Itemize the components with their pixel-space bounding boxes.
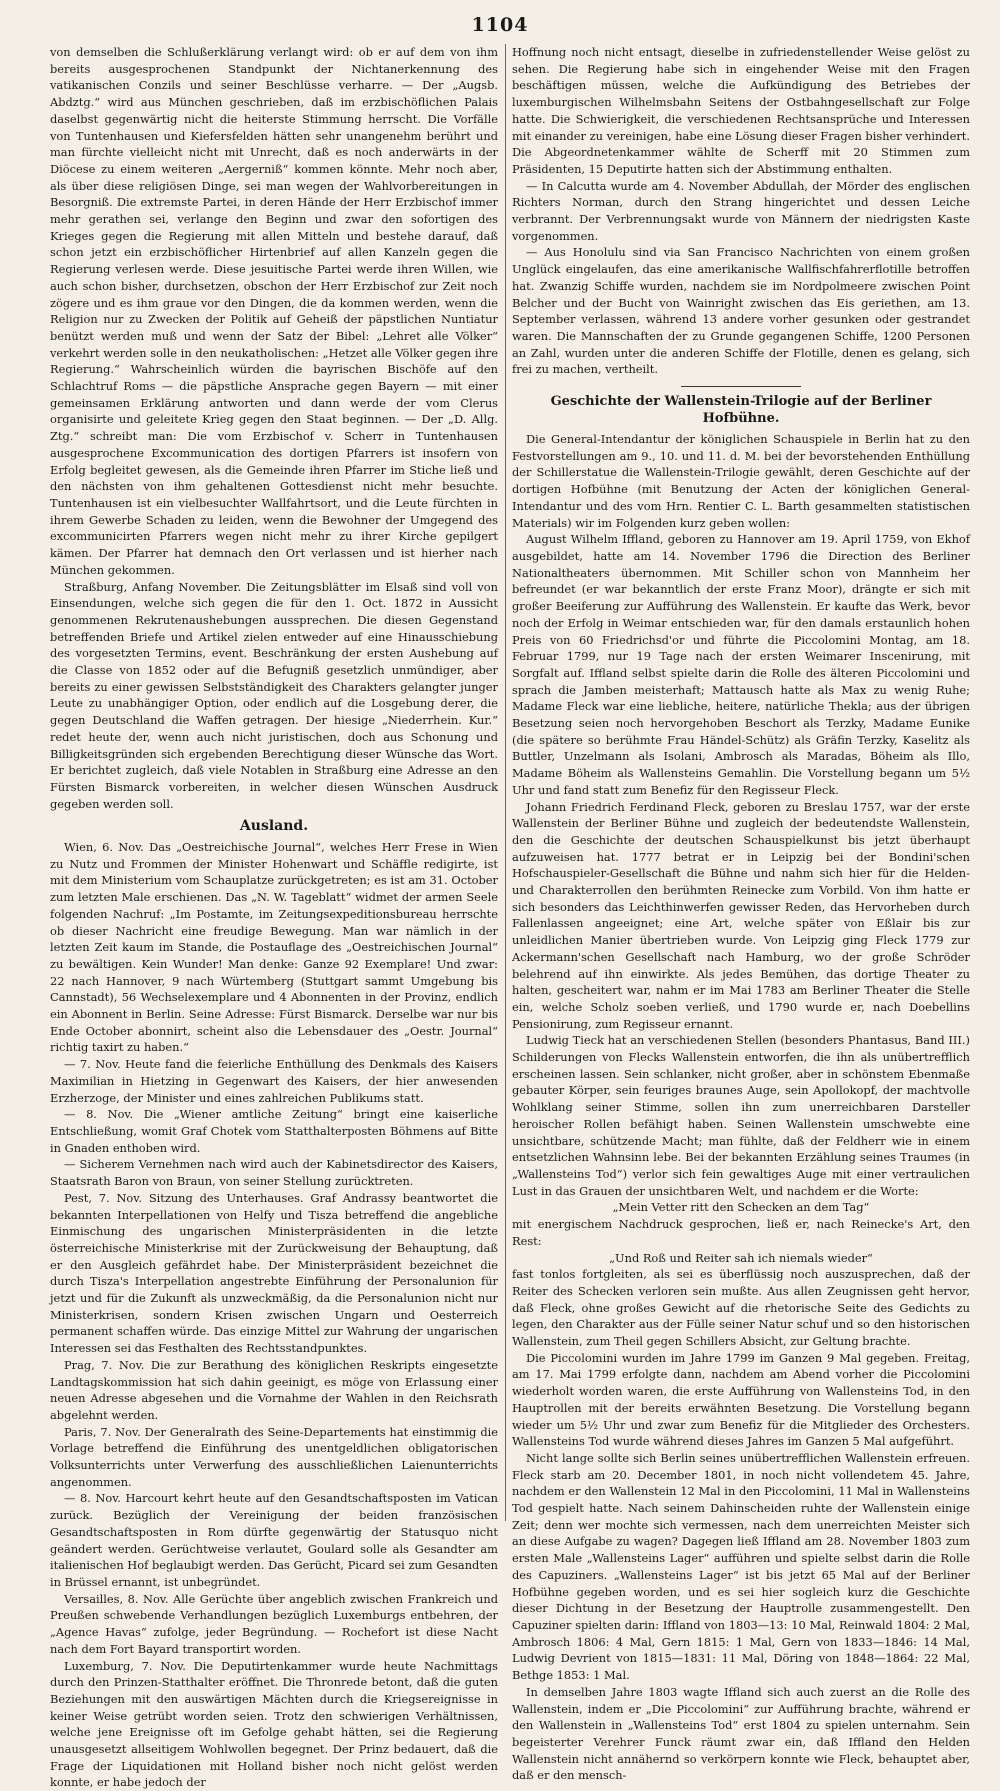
article-paragraph: — 8. Nov. Harcourt kehrt heute auf den Gesandtschaftsposten im Vatican zurück. Bezüglich der Vereinigung der beiden französischen Gesandtschaftsposten in Rom dürfte gegenwärtig der Statusquo nicht geändert werden. Gerüchtweise verlautet, Goulard solle als Gesandter am italienischen Hof beglaubigt werden. Das Gerücht, Picard sei zum Gesandten in Brüssel ernannt, ist unbegründet. (50, 1490, 498, 1590)
article-paragraph: — In Calcutta wurde am 4. November Abdullah, der Mörder des englischen Richters Norman, durch den Strang hingerichtet und dessen Leiche verbrannt. Der Verbrennungsakt wurde von Männern der niedrigsten Kaste vorgenommen. (512, 178, 970, 245)
article-paragraph: August Wilhelm Iffland, geboren zu Hannover am 19. April 1759, von Ekhof ausgebildet, hatte am 14. November 1796 die Direction des Berliner Nationaltheaters übernommen. Mit Schiller schon von Mannheim her befreundet (er war bekanntlich der erste Franz Moor), drängte er sich mit großer Beeiferung zur Aufführung des Wallenstein. Er kaufte das Werk, bevor noch der Erfolg in Weimar entschieden war, für den damals erstaunlich hohen Preis von 60 Friedrichsd'or und führte die Piccolomini Montag, am 18. Februar 1799, nur 19 Tage nach der ersten Weimarer Inscenirung, mit Sorgfalt auf. Iffland selbst spielte darin die Rolle des älteren Piccolomini und sprach die Jamben meisterhaft; Mattausch hatte als Max zu wenig Ruhe; Madame Fleck war eine liebliche, heitere, natürliche Thekla; aus der übrigen Besetzung seien noch hervorgehoben Beschort als Terzky, Madame Eunike (die spätere so berühmte Frau Händel-Schütz) als Gräfin Terzky, Kaselitz als Buttler, Unzelmann als Isolani, Ambrosch als Maradas, Böheim als Illo, Madame Böheim als Wallensteins Gemahlin. Die Vorstellung begann um 5½ Uhr und fand statt zum Benefiz für den Regisseur Fleck. (512, 531, 970, 798)
verse-line: „Mein Vetter ritt den Schecken an dem Tag“ (512, 1199, 970, 1216)
separator-rule (681, 386, 801, 387)
article-paragraph: Die Piccolomini wurden im Jahre 1799 im Ganzen 9 Mal gegeben. Freitag, am 17. Mai 1799 erfolgte dann, nachdem am Abend vorher die Piccolomini wiederholt worden waren, die erste Aufführung von Wallensteins Tod, in den Hauptrollen mit der bereits erwähnten Besetzung. Die Vorstellung begann wieder um 5½ Uhr und zwar zum Benefiz für die Mitglieder des Orchesters. Wallensteins Tod wurde während dieses Jahres im Ganzen 5 Mal aufgeführt. (512, 1350, 970, 1450)
column-divider (505, 44, 506, 1521)
article-paragraph: Luxemburg, 7. Nov. Die Deputirtenkammer wurde heute Nachmittags durch den Prinzen-Statthalter eröffnet. Die Thronrede betont, daß die guten Beziehungen mit den auswärtigen Mächten durch die Kriegsereignisse in keiner Weise getrübt worden seien. Trotz den schwierigen Verhältnissen, welche jene Ereignisse oft im Gefolge gehabt hätten, sei die Regierung unausgesetzt allseitigem Wohlwollen begegnet. Der Prinz bedauert, daß die Frage der Liquidationen mit Holland bisher noch nicht gelöst werden konnte, er habe jedoch der (50, 1658, 498, 1791)
right-column (512, 44, 970, 1521)
article-paragraph: — 7. Nov. Heute fand die feierliche Enthüllung des Denkmals des Kaisers Maximilian in Hietzing in Gegenwart des Kaisers, der hier anwesenden Erzherzoge, der Minister und eines zahlreichen Publikums statt. (50, 1056, 498, 1106)
article-paragraph: — Aus Honolulu sind via San Francisco Nachrichten von einem großen Unglück eingelaufen, das eine amerikanische Wallfischfahrerflotille betroffen hat. Zwanzig Schiffe wurden, nachdem sie im Nordpolmeere zwischen Point Belcher und der Bucht von Wainright zwischen das Eis geriethen, am 13. September verlassen, während 13 andere vorher gesunken oder gestrandet waren. Die Mannschaften der zu Grunde gegangenen Schiffe, 1200 Personen an Zahl, wurden unter die anderen Schiffe der Flotille, denen es gelang, sich frei zu machen, vertheilt. (512, 244, 970, 378)
article-paragraph: fast tonlos fortgleiten, als sei es überflüssig noch auszusprechen, daß der Reiter des Schecken verloren sein mußte. Aus allen Zeugnissen geht hervor, daß Fleck, ohne großes Gewicht auf die rhetorische Seite des Gedichts zu legen, den Charakter aus der Fülle seiner Natur schuf und so den historischen Wallenstein, zum Theil gegen Schillers Absicht, zur Geltung brachte. (512, 1266, 970, 1350)
article-paragraph: Hoffnung noch nicht entsagt, dieselbe in zufriedenstellender Weise gelöst zu sehen. Die Regierung habe sich in eingehender Weise mit den Fragen beschäftigen müssen, welche die Aufkündigung des Betriebes der luxemburgischen Wilhelmsbahn Seitens der Ostbahngesellschaft zur Folge hatte. Die Schwierigkeit, die verschiedenen Rechtsansprüche und Interessen mit einander zu vereinigen, habe eine Lösung dieser Fragen bisher verhindert. Die Abgeordnetenkammer wählte de Scherff mit 20 Stimmen zum Präsidenten, 15 Deputirte hatten sich der Abstimmung enthalten. (512, 44, 970, 178)
verse-line: „Und Roß und Reiter sah ich niemals wieder“ (512, 1250, 970, 1267)
left-column (50, 44, 498, 1521)
article-paragraph: mit energischem Nachdruck gesprochen, ließ er, nach Reinecke's Art, den Rest: (512, 1216, 970, 1249)
article-paragraph: In demselben Jahre 1803 wagte Iffland sich auch zuerst an die Rolle des Wallenstein, indem er „Die Piccolomini“ zur Aufführung brachte, während er den Wallenstein in „Wallensteins Tod“ erst 1804 zu spielen unternahm. Sein begeisterter Verehrer Funck räumt zwar ein, daß Iffland den Helden Wallenstein nicht annähernd so verkörpern konnte wie Fleck, behauptet aber, daß er den mensch- (512, 1684, 970, 1784)
section-heading-wallenstein: Geschichte der Wallenstein-Trilogie auf der Berliner Hofbühne. (512, 393, 970, 427)
article-paragraph: Johann Friedrich Ferdinand Fleck, geboren zu Breslau 1757, war der erste Wallenstein der Berliner Bühne und zugleich der bedeutendste Wallenstein, den die Geschichte der deutschen Schauspielkunst bis jetzt überhaupt aufzuweisen hat. 1777 betrat er in Leipzig bei der Bondini'schen Hofschauspieler-Gesellschaft die Bühne und nahm sich hier für die Helden- und Charakterrollen den berühmten Reinecke zum Vorbild. Von ihm hatte er sich besonders das Leichthinwerfen gewisser Reden, das Hervorheben durch Fallenlassen angeeignet; eine Art, welche später von Eßlair bis zur unleidlichen Manier übertrieben wurde. Von Leipzig ging Fleck 1779 zur Ackermann'schen Gesellschaft nach Hamburg, wo der große Schröder belehrend auf ihn einwirkte. Als jedes Bemühen, das dortige Theater zu halten, gescheitert war, nahm er im Mai 1783 am Berliner Theater die Stelle ein, welche Scholz soeben verließ, und 1790 wurde er, nach Doebellins Pensionirung, zum Regisseur ernannt. (512, 799, 970, 1033)
article-paragraph: Versailles, 8. Nov. Alle Gerüchte über angeblich zwischen Frankreich und Preußen schwebende Verhandlungen bezüglich Luxemburgs entbehren, der „Agence Havas“ zufolge, jeder Begründung. — Rochefort ist diese Nacht nach dem Fort Bayard transportirt worden. (50, 1591, 498, 1658)
article-paragraph: Ludwig Tieck hat an verschiedenen Stellen (besonders Phantasus, Band III.) Schilderungen von Flecks Wallenstein entworfen, die ihn als unübertrefflich erscheinen lassen. Sein schlanker, nicht großer, aber in schönstem Ebenmaße gebauter Körper, sein feuriges braunes Auge, sein Apollokopf, der machtvolle Wohlklang seiner Stimme, sollen ihn zum unerreichbaren Darsteller heroischer Rollen befähigt haben. Seinen Wallenstein umschwebte eine unsichtbare, schützende Macht; man fühlte, daß der Feldherr wie in einem entsetzlichen Wahnsinn lebe. Bei der bekannten Erzählung seines Traumes (in „Wallensteins Tod“) verlor sich fein gewaltiges Auge mit einer vertraulichen Lust in das Grauen der unsichtbaren Welt, und nachdem er die Worte: (512, 1032, 970, 1199)
page-number: 1104 (0, 14, 1000, 36)
article-paragraph: — Sicherem Vernehmen nach wird auch der Kabinetsdirector des Kaisers, Staatsrath Baron von Braun, von seiner Stellung zurücktreten. (50, 1156, 498, 1189)
article-paragraph: Nicht lange sollte sich Berlin seines unübertrefflichen Wallenstein erfreuen. Fleck starb am 20. December 1801, in noch nicht vollendetem 45. Jahre, nachdem er den Wallenstein 12 Mal in den Piccolomini, 11 Mal in Wallensteins Tod gespielt hatte. Nach seinem Dahinscheiden ruhte der Wallenstein einige Zeit; denn wer mochte sich vermessen, nach dem unerreichten Meister sich an diese Aufgabe zu wagen? Dagegen ließ Iffland am 28. November 1803 zum ersten Male „Wallensteins Lager“ aufführen und spielte selbst darin die Rolle des Capuziners. „Wallensteins Lager“ ist bis jetzt 65 Mal auf der Berliner Hofbühne gegeben worden, und es sei hier sogleich kurz die Geschichte dieser Dichtung in der Besetzung der Hauptrolle zusammengestellt. Den Capuziner spielten darin: Iffland von 1803—13: 10 Mal, Reinwald 1804: 2 Mal, Ambrosch 1806: 4 Mal, Gern 1815: 1 Mal, Gern von 1833—1846: 14 Mal, Ludwig Devrient von 1815—1831: 11 Mal, Döring von 1848—1864: 22 Mal, Bethge 1853: 1 Mal. (512, 1450, 970, 1684)
article-paragraph: von demselben die Schlußerklärung verlangt wird: ob er auf dem von ihm bereits ausgesprochenen Standpunkt der Nichtanerkennung des vatikanischen Conzils und seiner Beschlüsse verharre. — Der „Augsb. Abdztg.“ wird aus München geschrieben, daß im erzbischöflichen Palais daselbst gegenwärtig nicht die heiterste Stimmung herrscht. Die Vorfälle von Tuntenhausen und Kiefersfelden hätten sehr unangenehm berührt und man fürchte vielleicht nicht mit Unrecht, daß es noch anderwärts in der Diöcese zu einem weiteren „Aergerniß“ kommen könnte. Mehr noch aber, als über diese religiösen Dinge, sei man wegen der Wahlvorbereitungen in Besorgniß. Die extremste Partei, in deren Hände der Herr Erzbischof immer mehr gerathen sei, verlange den Beginn und zwar den sofortigen des Krieges gegen die Regierung mit allen Mitteln und bestehe darauf, daß schon jetzt ein erzbischöflicher Hirtenbrief auf allen Kanzeln gegen die Regierung verlesen werde. Diese jesuitische Partei werde ihren Willen, wie auch schon bisher, durchsetzen, obschon der Herr Erzbischof zur Zeit noch zögere und es ihm graue vor den Dingen, die da kommen werden, wenn die Religion nur zu Zwecken der Politik auf Geheiß der päpstlichen Nuntiatur benützt werden muß und wenn der Satz der Bibel: „Lehret alle Völker“ verkehrt werden solle in den neukatholischen: „Hetzet alle Völker gegen ihre Regierung.“ Wahrscheinlich würden die bayrischen Bischöfe auf den Schlachtruf Roms — die päpstliche Ansprache gegen Bayern — mit einer gemeinsamen Erklärung antworten und dann werde der vom Clerus organisirte und geleitete Krieg gegen den Staat beginnen. — Der „D. Allg. Ztg.“ schreibt man: Die vom Erzbischof v. Scherr in Tuntenhausen ausgesprochene Excommunication des dortigen Pfarrers ist insofern von Erfolg begleitet gewesen, als die Gemeinde ihren Pfarrer im Stiche ließ und den nächsten von ihm gehaltenen Gottesdienst nicht mehr besuchte. Tuntenhausen ist ein vielbesuchter Wallfahrtsort, und die Leute fürchten in ihrem Gewerbe Schaden zu leiden, wenn die Bewohner der Umgegend des excommunicirten Pfarrers wegen nicht mehr zu ihrer Kirche gepilgert kämen. Der Pfarrer hat demnach den Ort verlassen und ist hierher nach München gekommen. (50, 44, 498, 579)
article-paragraph: Paris, 7. Nov. Der Generalrath des Seine-Departements hat einstimmig die Vorlage betreffend die Einführung des unentgeldlichen obligatorischen Volksunterrichts unter Verwerfung des ausschließlichen Laienunterrichts angenommen. (50, 1424, 498, 1491)
article-paragraph: Wien, 6. Nov. Das „Oestreichische Journal“, welches Herr Frese in Wien zu Nutz und Frommen der Minister Hohenwart und Schäffle redigirte, ist mit dem Ministerium vom Schauplatze zurückgetreten; es ist am 31. October zum letzten Male erschienen. Das „N. W. Tageblatt“ widmet der armen Seele folgenden Nachruf: „Im Postamte, im Zeitungsexpeditionsbureau herrschte ob dieser Nachricht eine freudige Bewegung. Man war nämlich in der letzten Zeit kaum im Stande, die Postauflage des „Oestreichischen Journal“ zu bewältigen. Kein Wunder! Man denke: Ganze 92 Exemplare! Und zwar: 22 nach Hannover, 9 nach Würtemberg (Stuttgart sammt Umgebung bis Cannstadt), 56 Wechselexemplare und 4 Abonnenten in der Provinz, endlich ein Abonnent in Berlin. Seine Adresse: Fürst Bismarck. Derselbe war nur bis Ende October abonnirt, scheint also die Lebensdauer des „Oestr. Journal“ richtig taxirt zu haben.“ (50, 839, 498, 1056)
article-paragraph: Straßburg, Anfang November. Die Zeitungsblätter im Elsaß sind voll von Einsendungen, welche sich gegen die für den 1. Oct. 1872 in Aussicht genommenen Rekrutenaushebungen aussprechen. Die diesen Gegenstand betreffenden Briefe und Artikel zielen entweder auf eine Hinausschiebung des vorgesetzten Termins, event. Beschränkung der ersten Aushebung auf die Classe von 1852 oder auf die Befugniß gesetzlich unmündiger, aber bereits zu einer gewissen Selbstständigkeit des Charakters gelangter junger Leute zu unabhängiger Option, oder endlich auf die Losgebung derer, die gegen Deutschland die Waffen getragen. Der hiesige „Niederrhein. Kur.“ redet heute der, wenn auch nicht juristischen, doch aus Schonung und Billigkeitsgründen sich ergebenden Berechtigung dieser Wünsche das Wort. Er berichtet zugleich, daß viele Notablen in Straßburg eine Adresse an den Fürsten Bismarck vorbereiten, in welcher diesen Wünschen Ausdruck gegeben werden soll. (50, 579, 498, 813)
section-heading-ausland: Ausland. (50, 818, 498, 835)
article-paragraph: Die General-Intendantur der königlichen Schauspiele in Berlin hat zu den Festvorstellungen am 9., 10. und 11. d. M. bei der bevorstehenden Enthüllung der Schillerstatue die Wallenstein-Trilogie gewählt, deren Geschichte auf der dortigen Hofbühne (mit Benutzung der Acten der königlichen General-Intendantur und des vom Hrn. Rentier C. L. Barth gesammelten statistischen Materials) wir im Folgenden kurz geben wollen: (512, 431, 970, 531)
article-paragraph: Pest, 7. Nov. Sitzung des Unterhauses. Graf Andrassy beantwortet die bekannten Interpellationen von Helfy und Tisza betreffend die angebliche Einmischung des ungarischen Ministerpräsidenten in die letzte österreichische Ministerkrise mit der Zurückweisung der Behauptung, daß er den Ausgleich gefährdet habe. Der Ministerpräsident bezeichnet die durch Tisza's Interpellation angestrebte Einführung der Personalunion für jetzt und für die Zukunft als unzweckmäßig, da die Personalunion nicht nur Ministerkrisen, sondern Krisen zwischen Ungarn und Oesterreich permanent schaffen würde. Das einzige Mittel zur Wahrung der ungarischen Interessen sei das Festhalten des Rechtsstandpunktes. (50, 1190, 498, 1357)
article-paragraph: — 8. Nov. Die „Wiener amtliche Zeitung“ bringt eine kaiserliche Entschließung, womit Graf Chotek vom Statthalterposten Böhmens auf Bitte in Gnaden enthoben wird. (50, 1106, 498, 1156)
article-paragraph: Prag, 7. Nov. Die zur Berathung des königlichen Reskripts eingesetzte Landtagskommission hat sich dahin geeinigt, es möge von Erlassung einer neuen Adresse abgesehen und die Vornahme der Wahlen in den Reichsrath abgelehnt werden. (50, 1357, 498, 1424)
